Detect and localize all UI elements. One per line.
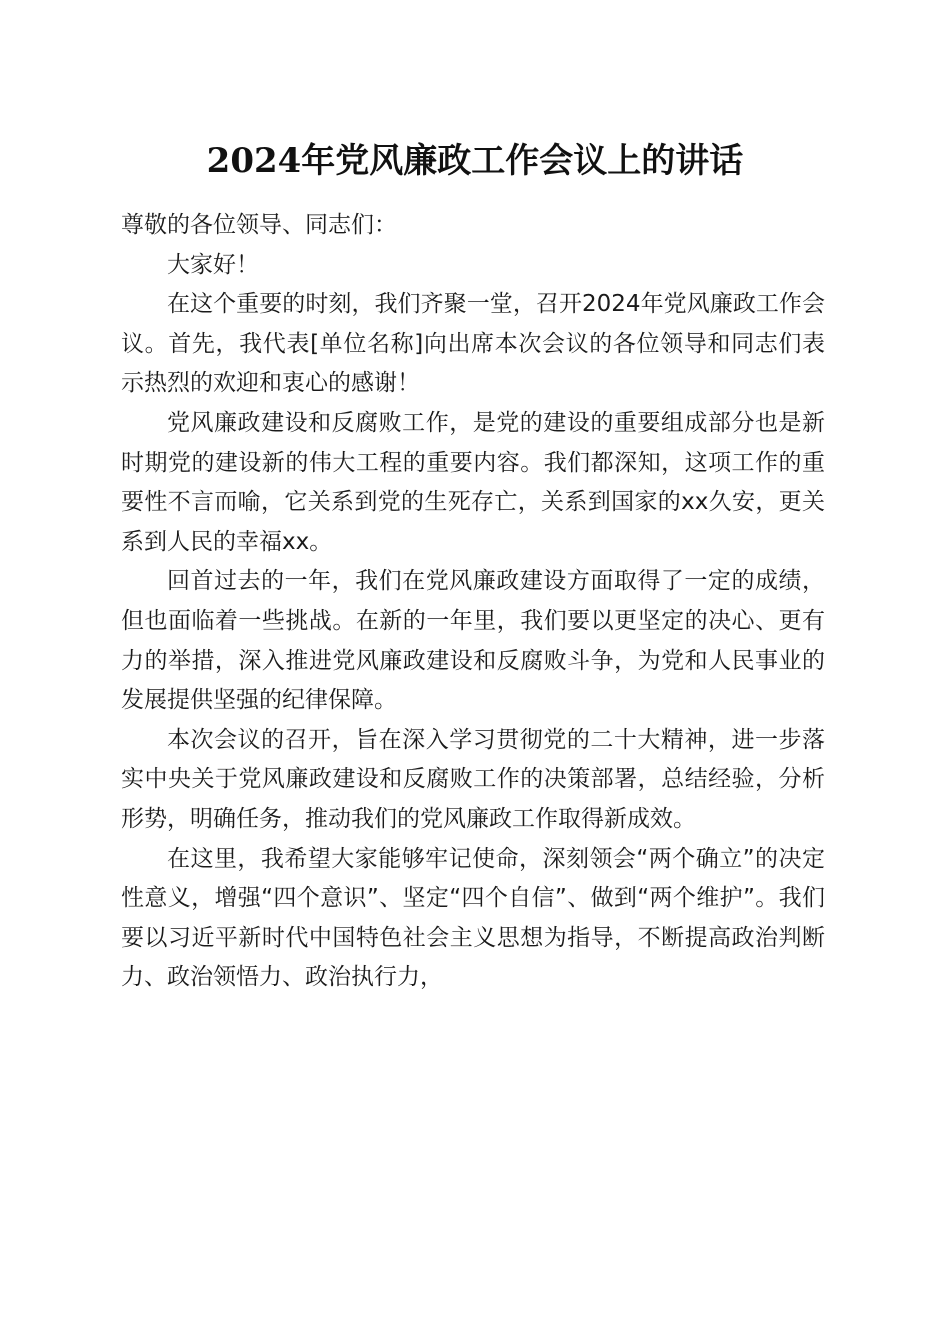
paragraph-expectation: 在这里，我希望大家能够牢记使命，深刻领会“两个确立”的决定性意义，增强“四个意识”、坚定“四个自信”、做到“两个维护”。我们要以习近平新时代中国特色社会主义思想为指导，不断提高政治判断力、政治领悟力、政治执行力， (121, 845, 825, 991)
paragraph-review: 回首过去的一年，我们在党风廉政建设方面取得了一定的成绩，但也面临着一些挑战。在新的一年里，我们要以更坚定的决心、更有力的举措，深入推进党风廉政建设和反腐败斗争，为党和人民事业的发展提供坚强的纪律保障。 (121, 568, 825, 714)
document-title: 2024年党风廉政工作会议上的讲话 (206, 141, 744, 181)
paragraph-purpose: 本次会议的召开，旨在深入学习贯彻党的二十大精神，进一步落实中央关于党风廉政建设和反腐败工作的决策部署，总结经验，分析形势，明确任务，推动我们的党风廉政工作取得新成效。 (121, 726, 825, 832)
paragraph-importance: 党风廉政建设和反腐败工作，是党的建设的重要组成部分也是新时期党的建设新的伟大工程的重要内容。我们都深知，这项工作的重要性不言而喻，它关系到党的生死存亡，关系到国家的xx久安，更关系到人民的幸福xx。 (121, 409, 825, 555)
paragraph-greeting: 大家好！ (167, 251, 259, 278)
paragraph-opening: 在这个重要的时刻，我们齐聚一堂，召开2024年党风廉政工作会议。首先，我代表[单位名称]向出席本次会议的各位领导和同志们表示热烈的欢迎和衷心的感谢！ (121, 291, 825, 397)
salutation: 尊敬的各位领导、同志们： (121, 212, 397, 238)
document-body (121, 206, 825, 998)
